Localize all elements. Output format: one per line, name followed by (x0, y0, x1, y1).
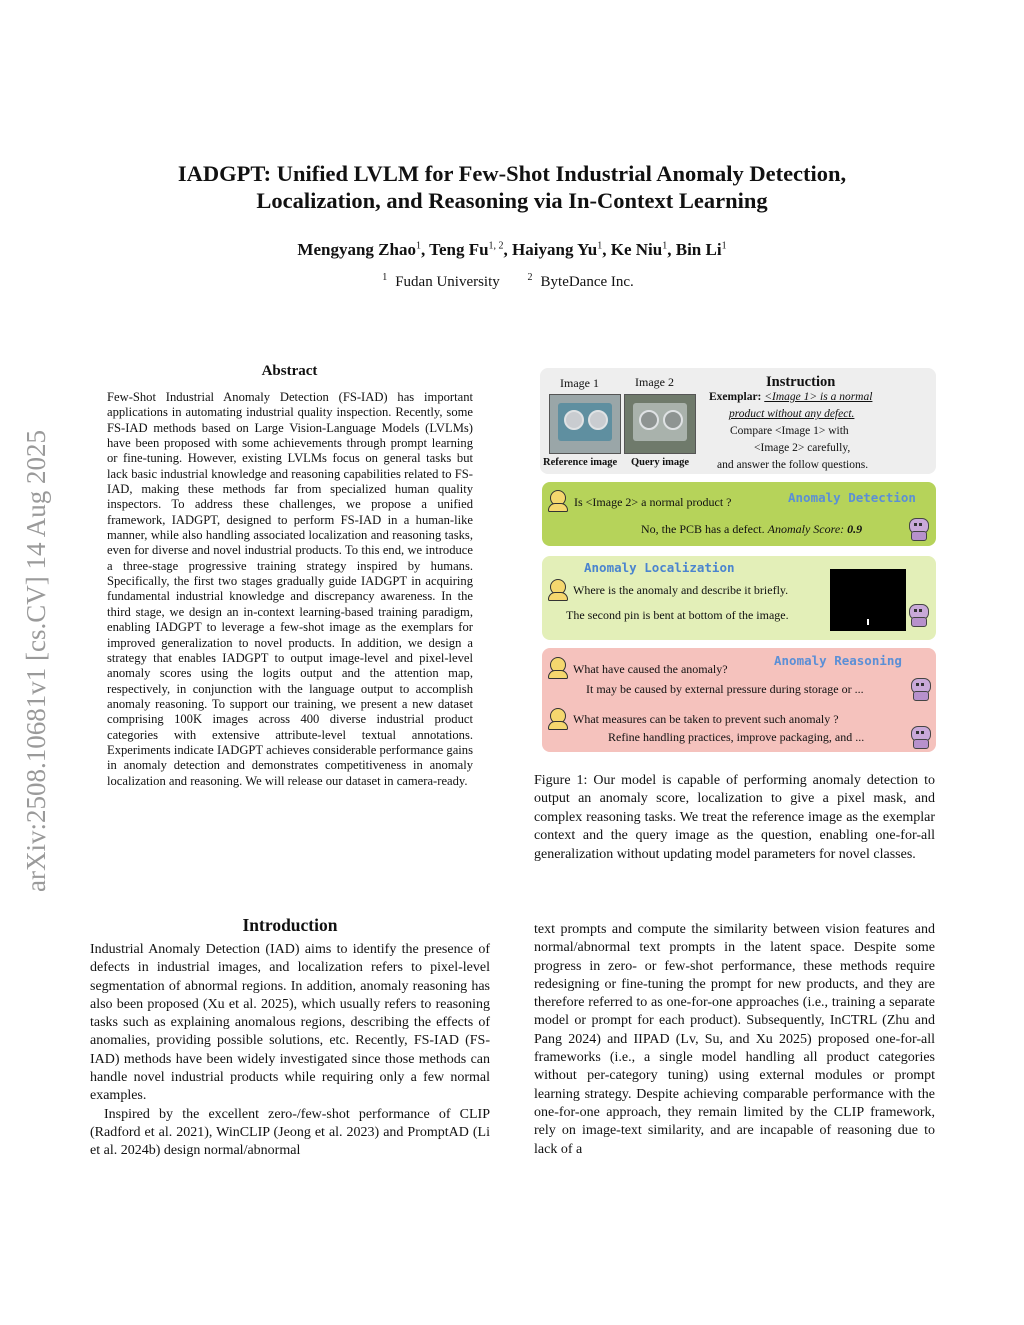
reasoning-question-2: What measures can be taken to prevent such anomaly ? (573, 712, 839, 726)
introduction-left-column (90, 941, 490, 1161)
detection-answer: No, the PCB has a defect. Anomaly Score: 0.9 (641, 522, 863, 536)
abstract-text: Few-Shot Industrial Anomaly Detection (FS-IAD) has important applications in automating industrial quality inspection. Recently, some FS-IAD methods based on Large Vision-Language Models (LVLMs) have been proposed with some achievements through prompt learning or fine-tuning. However, existing LVLMs focus on general tasks but lack basic industrial knowledge and reasoning capabilities related to FS-IAD, making these methods far from specialized human quality inspectors. To address these challenges, we propose a unified framework, IADGPT, designed to perform FS-IAD in a human-like manner, while also handling associated localization and reasoning tasks, even for diverse and novel industrial products. To this end, we introduce a three-stage progressive training strategy inspired by humans. Specifically, the first two stages gradually guide IADGPT in acquiring fundamental industrial knowledge and discrepancy awareness. In the third stage, we design an in-context learning-based training paradigm, enabling IADGPT to leverage a few-shot image as the exemplars for improved generalization to novel products. In addition, we design a strategy that enables IADGPT to output image-level and pixel-level anomaly scores using the logits output and the attention map, respectively, in conjunction with the language output to accomplish anomaly reasoning. To support our training, we present a new dataset comprising 100K images across 400 diverse industrial product categories with extensive attribute-level textual annotations. Experiments indicate IADGPT achieves considerable performance gains in anomaly detection and demonstrates competitiveness in anomaly localization and reasoning. We will release our dataset in camera-ready. (107, 390, 473, 788)
instruction-line-3: and answer the follow questions. (717, 459, 869, 471)
assistant-robot-icon (906, 516, 930, 540)
image-1-label: Image 1 (560, 376, 599, 390)
affiliation: $^2$ ByteDance Inc. (527, 272, 634, 290)
intro-paragraph-2: Inspired by the excellent zero-/few-shot performance of CLIP (Radford et al. 2021), WinCLIP (Jeong et al. 2023) and PromptAD (Li et al. 2024b) design normal/abnormal (90, 1106, 490, 1159)
author: Mengyang Zhao$^1$, (297, 240, 430, 259)
reasoning-answer-2: Refine handling practices, improve packaging, and ... (608, 730, 865, 744)
intro-paragraph-1: Industrial Anomaly Detection (IAD) aims to identify the presence of defects in industrial images, and localization refers to pixel-level segmentation of abnormal regions. In addition, anomaly reasoning has also been proposed (Xu et al. 2025), which usually refers to reasoning tasks such as explaining anomalous regions, describing the effects of anomalies, providing possible solutions, etc. Recently, FS-IAD (FS-IAD) methods have been widely investigated since those methods can handle novel industrial products while requiring only a few normal examples. (90, 942, 490, 1104)
query-image-caption: Query image (631, 457, 690, 468)
title-line-1: IADGPT: Unified LVLM for Few-Shot Industrial Anomaly Detection, (177, 161, 847, 186)
anomaly-detection-label: Anomaly Detection (788, 490, 916, 505)
reasoning-question-1: What have caused the anomaly? (573, 662, 728, 676)
author: Haiyang Yu$^1$, (512, 240, 611, 259)
localization-answer: The second pin is bent at bottom of the image. (566, 608, 789, 622)
affiliation: $^1$ Fudan University (382, 272, 500, 290)
image-2-label: Image 2 (635, 375, 674, 389)
abstract-heading: Abstract (261, 363, 318, 379)
author: Bin Li$^1$ (675, 240, 727, 259)
detection-question: Is <Image 2> a normal product ? (574, 495, 732, 509)
instruction-line-2: <Image 2> carefully, (754, 442, 851, 454)
localization-question: Where is the anomaly and describe it briefly. (573, 583, 789, 597)
author-list (100, 240, 924, 260)
author: Teng Fu$^{1, 2}$, (429, 240, 513, 259)
user-icon (548, 655, 566, 677)
instruction-line-1: Compare <Image 1> with (730, 425, 849, 437)
user-icon (548, 488, 566, 510)
assistant-robot-icon (908, 724, 932, 748)
affiliations (100, 272, 924, 291)
anomaly-reasoning-label: Anomaly Reasoning (774, 653, 902, 668)
introduction-right-column: text prompts and compute the similarity between vision features and normal/abnormal text prompts in the latent space. Despite some progress in zero- or few-shot performance, these methods require redesigning or fine-tuning the prompt for new products, and they are therefore referred to as one-for-one approaches (i.e., training a separate model or prompt for each product). Subsequently, InCTRL (Zhu and Pang 2024) and IIPAD (Lv, Su, and Xu 2025) proposed one-for-all frameworks (i.e., a single model handling all product categories without per-category tuning) using external modules or prompt learning strategy. Despite achieving comparable performance with the one-for-one approach, they remain limited by the CLIP framework, rely on image-text similarity, and are incapable of reasoning due to lack of a (534, 922, 935, 1157)
paper-title (100, 160, 924, 214)
figure-1 (540, 366, 936, 754)
query-image (624, 394, 696, 454)
introduction-heading: Introduction (242, 915, 338, 935)
user-icon (548, 706, 566, 728)
reference-image (549, 394, 621, 454)
assistant-robot-icon (906, 602, 930, 626)
reasoning-answer-1: It may be caused by external pressure during storage or ... (586, 682, 864, 696)
anomaly-localization-label: Anomaly Localization (584, 560, 735, 575)
figure-1-caption: Figure 1: Our model is capable of performing anomaly detection to output an anomaly score, localization to give a pixel mask, and complex reasoning tasks. We treat the reference image as the exemplar context and the query image as the question, enabling one-for-all generalization without updating model parameters for novel classes. (534, 773, 935, 862)
anomaly-mask-image (830, 569, 906, 631)
title-line-2: Localization, and Reasoning via In-Context Learning (256, 188, 768, 213)
instruction-title: Instruction (766, 374, 836, 390)
assistant-robot-icon (908, 676, 932, 700)
exemplar-line-2: product without any defect. (729, 408, 855, 420)
user-icon (548, 577, 566, 599)
exemplar-line: Exemplar: <Image 1> is a normal (709, 391, 873, 403)
reference-image-caption: Reference image (543, 457, 618, 468)
arxiv-identifier: arXiv:2508.10681v1 [cs.CV] 14 Aug 2025 (21, 430, 51, 892)
author: Ke Niu$^1$, (610, 240, 676, 259)
